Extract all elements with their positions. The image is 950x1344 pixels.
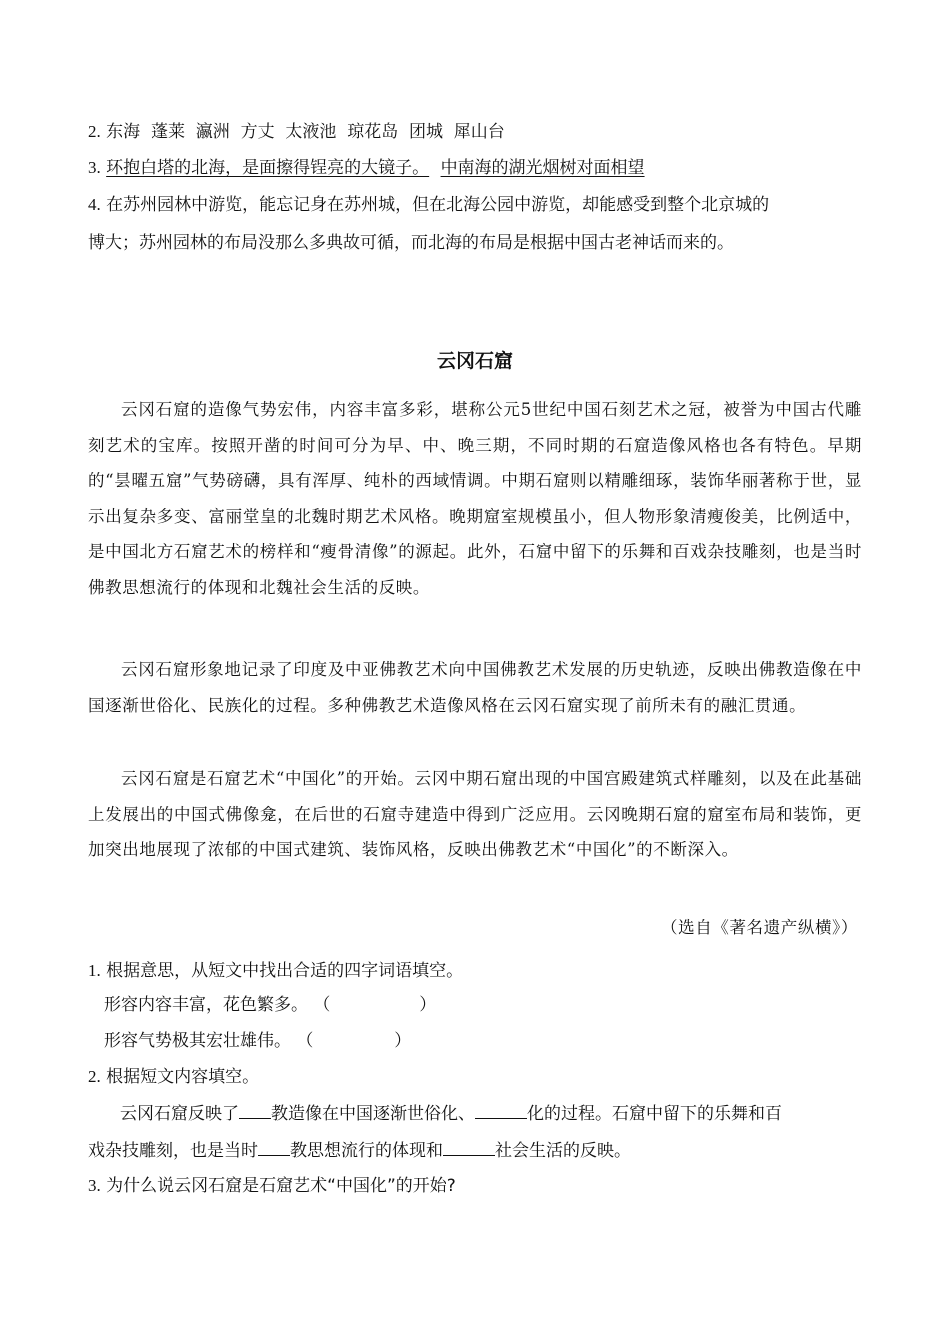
answer-text: 博大；苏州园林的布局没那么多典故可循，而北海的布局是根据中国古老神话而来的。: [88, 233, 734, 253]
answer-4-line1: [88, 190, 769, 215]
fill-blank[interactable]: [443, 1139, 495, 1156]
question-number: 2.: [88, 1067, 101, 1086]
question-1-item-1: [104, 990, 436, 1015]
answer-text-part1: 环抱白塔的北海，是面擦得锃亮的大镜子。: [106, 158, 430, 178]
fill-blank[interactable]: [475, 1102, 527, 1119]
article-source: （选自《著名遗产纵横》）: [661, 918, 858, 937]
answer-paren-open: （: [313, 995, 331, 1015]
answer-4-line2: [88, 228, 734, 253]
fill-text: 化的过程。石窟中留下的乐舞和百: [527, 1104, 782, 1124]
question-text: 根据意思，从短文中找出合适的四字词语填空。: [106, 961, 464, 981]
article-title: 云冈石窟: [436, 350, 513, 372]
fill-text: 教造像在中国逐渐世俗化、: [271, 1104, 475, 1124]
question-1: [88, 956, 463, 981]
answer-3: [88, 153, 645, 178]
article-paragraph-1: 云冈石窟的造像气势宏伟，内容丰富多彩，堪称公元5世纪中国石刻艺术之冠，被誉为中国古代雕刻艺术的宝库。按照开凿的时间可分为早、中、晚三期，不同时期的石窟造像风格也各有特色。早期的“昙曜五窟”气势磅礴，具有浑厚、纯朴的西域情调。中期石窟则以精雕细琢，装饰华丽著称于世，显示出复杂多变、富丽堂皇的北魏时期艺术风格。晚期窟室规模虽小，但人物形象清瘦俊美，比例适中，是中国北方石窟艺术的榜样和“瘦骨清像”的源起。此外，石窟中留下的乐舞和百戏杂技雕刻，也是当时佛教思想流行的体现和北魏社会生活的反映。: [88, 400, 862, 597]
question-3: [88, 1171, 456, 1196]
question-2-line-1: [120, 1099, 782, 1124]
question-number: 1.: [88, 961, 101, 980]
question-2: [88, 1062, 259, 1087]
fill-blank[interactable]: [258, 1139, 290, 1156]
fill-text: 云冈石窟反映了: [120, 1104, 239, 1124]
answer-paren-close: ）: [419, 995, 437, 1015]
answer-paren-open: （: [296, 1031, 314, 1051]
question-1-item-2: [104, 1026, 411, 1051]
fill-blank[interactable]: [239, 1102, 271, 1119]
question-text: 为什么说云冈石窟是石窟艺术“中国化”的开始?: [106, 1176, 456, 1196]
answer-2: [88, 117, 505, 142]
question-number: 3.: [88, 1176, 101, 1195]
answer-text: 东海 蓬莱 瀛洲 方丈 太液池 琼花岛 团城 犀山台: [106, 122, 505, 142]
answer-text-part2: 中南海的湖光烟树对面相望: [440, 158, 645, 178]
answer-paren-close: ）: [394, 1031, 412, 1051]
answer-text: 在苏州园林中游览，能忘记身在苏州城，但在北海公园中游览，却能感受到整个北京城的: [106, 195, 770, 215]
item-text: 形容内容丰富，花色繁多。: [104, 995, 308, 1015]
fill-text: 社会生活的反映。: [495, 1141, 631, 1161]
item-text: 形容气势极其宏壮雄伟。: [104, 1031, 291, 1051]
answer-number: 3.: [88, 158, 101, 177]
answer-number: 2.: [88, 122, 101, 141]
question-2-line-2: [88, 1136, 631, 1161]
answer-number: 4.: [88, 195, 101, 214]
article-paragraph-2: 云冈石窟形象地记录了印度及中亚佛教艺术向中国佛教艺术发展的历史轨迹，反映出佛教造像在中国逐渐世俗化、民族化的过程。多种佛教艺术造像风格在云冈石窟实现了前所未有的融汇贯通。: [88, 660, 862, 715]
fill-text: 教思想流行的体现和: [290, 1141, 443, 1161]
fill-text: 戏杂技雕刻，也是当时: [88, 1141, 258, 1161]
question-text: 根据短文内容填空。: [106, 1067, 260, 1087]
article-paragraph-3: 云冈石窟是石窟艺术“中国化”的开始。云冈中期石窟出现的中国宫殿建筑式样雕刻，以及在此基础上发展出的中国式佛像龛，在后世的石窟寺建造中得到广泛应用。云冈晚期石窟的窟室布局和装饰，更加突出地展现了浓郁的中国式建筑、装饰风格，反映出佛教艺术“中国化”的不断深入。: [88, 769, 862, 860]
